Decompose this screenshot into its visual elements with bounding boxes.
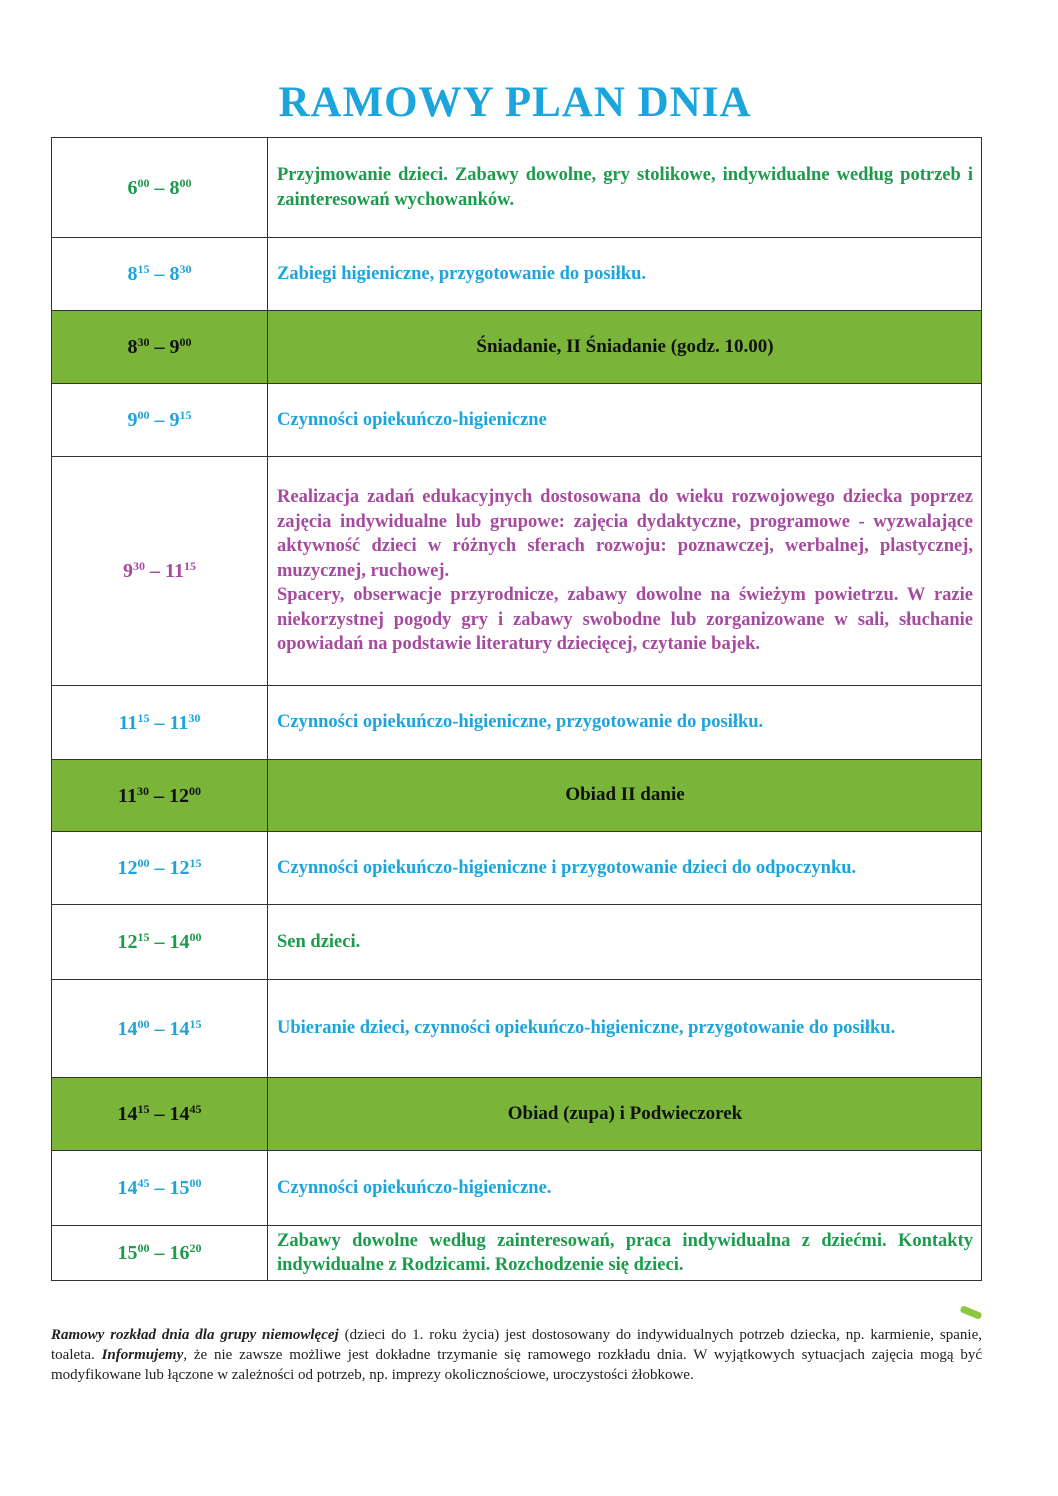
time-cell: $12^{00} - 12^{15}$: [52, 832, 268, 905]
time-cell: $6^{00} - 8^{00}$: [52, 138, 268, 238]
activity-cell: Czynności opiekuńczo-higieniczne, przygotowanie do posiłku.: [268, 686, 982, 760]
table-row: [52, 384, 982, 457]
footnote-emphasis: Informujemy: [101, 1347, 184, 1363]
table-row: [52, 138, 982, 238]
footnote-text: (dzieci do 1. roku życia) jest dostosowany do indywidualnych potrzeb dziecka, np. karmienie, spanie, toaleta.: [51, 1327, 982, 1363]
time-cell: $14^{15} - 14^{45}$: [52, 1078, 268, 1151]
activity-paragraph: Realizacja zadań edukacyjnych dostosowana do wieku rozwojowego dziecka poprzez zajęcia indywidualne lub grupowe: zajęcia dydaktyczne, programowe - wyzwalające aktywność dzieci w różnych sferach rozwoju: poznawczej, werbalnej, plastycznej, muzycznej, ruchowej.: [277, 487, 973, 581]
footnote-text: , że nie zawsze możliwe jest dokładne trzymanie się ramowego rozkładu dnia. W wyjątkowych sytuacjach zajęcia mogą być modyfikowane lub łączone w zależności od potrzeb, np. imprezy okolicznościowe, uroczystości żłobkowe.: [51, 1347, 982, 1383]
table-row: [52, 905, 982, 980]
time-cell: $9^{30} - 11^{15}$: [52, 457, 268, 686]
activity-cell: [268, 457, 982, 686]
table-row: [52, 686, 982, 760]
activity-cell: Ubieranie dzieci, czynności opiekuńczo-higieniczne, przygotowanie do posiłku.: [268, 980, 982, 1078]
footnote-emphasis: Ramowy rozkład dnia dla grupy niemowlęcej: [51, 1327, 339, 1343]
table-row: [52, 832, 982, 905]
footnote: [51, 1325, 982, 1385]
activity-cell: Zabawy dowolne według zainteresowań, praca indywidualna z dziećmi. Kontakty indywidualne z Rodzicami. Rozchodzenie się dzieci.: [268, 1226, 982, 1281]
table-row-meal: [52, 760, 982, 832]
activity-cell: Przyjmowanie dzieci. Zabawy dowolne, gry stolikowe, indywidualne według potrzeb i zainteresowań wychowanków.: [268, 138, 982, 238]
table-row: [52, 1226, 982, 1281]
time-cell: $9^{00} - 9^{15}$: [52, 384, 268, 457]
time-cell: $15^{00} - 16^{20}$: [52, 1226, 268, 1281]
time-cell: $11^{30} - 12^{00}$: [52, 760, 268, 832]
table-row: [52, 980, 982, 1078]
table-row-meal: [52, 311, 982, 384]
time-cell: $12^{15} - 14^{00}$: [52, 905, 268, 980]
time-cell: $8^{15} - 8^{30}$: [52, 238, 268, 311]
activity-cell: Czynności opiekuńczo-higieniczne: [268, 384, 982, 457]
time-cell: $14^{00} - 14^{15}$: [52, 980, 268, 1078]
activity-cell: Czynności opiekuńczo-higieniczne i przygotowanie dzieci do odpoczynku.: [268, 832, 982, 905]
table-row-meal: [52, 1078, 982, 1151]
time-cell: $8^{30} - 9^{00}$: [52, 311, 268, 384]
meal-cell: Śniadanie, II Śniadanie (godz. 10.00): [268, 311, 982, 384]
table-row: [52, 1151, 982, 1226]
activity-paragraph: Spacery, obserwacje przyrodnicze, zabawy dowolne na świeżym powietrzu. W razie niekorzystnej pogody gry i zabawy swobodne lub zorganizowane w sali, słuchanie opowiadań na podstawie literatury dziecięcej, czytanie bajek.: [277, 585, 973, 655]
highlighter-mark: [959, 1305, 982, 1320]
time-cell: $11^{15} - 11^{30}$: [52, 686, 268, 760]
activity-cell: Czynności opiekuńczo-higieniczne.: [268, 1151, 982, 1226]
table-row: [52, 457, 982, 686]
page-title: RAMOWY PLAN DNIA: [278, 79, 752, 126]
activity-cell: Zabiegi higieniczne, przygotowanie do posiłku.: [268, 238, 982, 311]
meal-cell: Obiad (zupa) i Podwieczorek: [268, 1078, 982, 1151]
schedule-table: [51, 137, 982, 1281]
time-cell: $14^{45} - 15^{00}$: [52, 1151, 268, 1226]
table-row: [52, 238, 982, 311]
meal-cell: Obiad II danie: [268, 760, 982, 832]
activity-cell: Sen dzieci.: [268, 905, 982, 980]
